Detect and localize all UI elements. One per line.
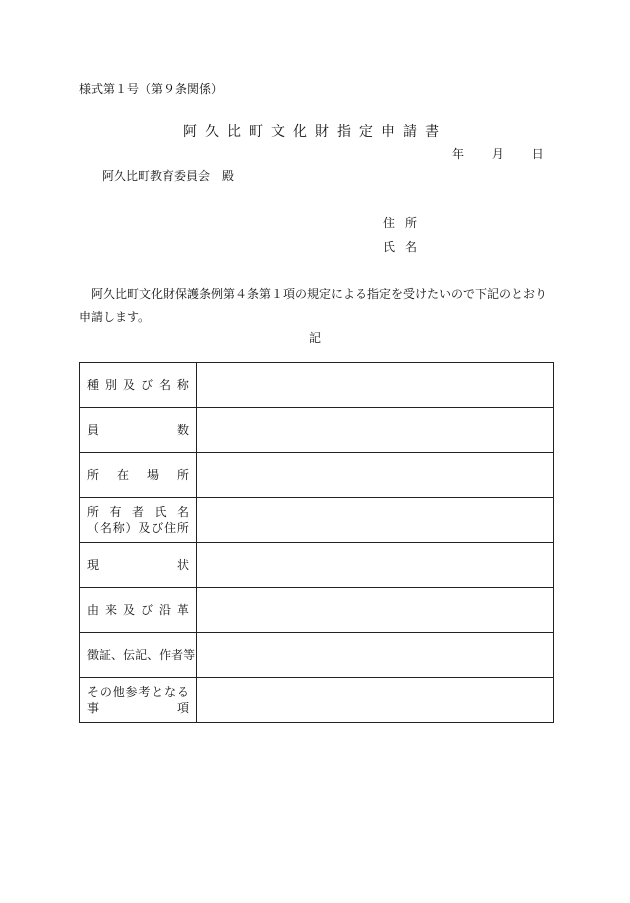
- row-label-cell: [80, 453, 197, 498]
- row-label-cell: [80, 363, 197, 408]
- table-row: [80, 363, 554, 408]
- record-label: 記: [308, 331, 321, 345]
- row-label-line: 事 項: [87, 701, 189, 715]
- date-line: [452, 145, 544, 162]
- row-label-line: 由 来 及 び 沿 革: [87, 603, 189, 617]
- row-value-field[interactable]: [197, 633, 554, 678]
- row-label-line: 現 状: [87, 558, 189, 572]
- addressee: 阿久比町教育委員会 殿: [102, 169, 235, 183]
- row-label-line: 種 別 及 び 名 称: [87, 378, 189, 392]
- row-value-field[interactable]: [197, 543, 554, 588]
- date-year-label: 年: [452, 147, 465, 161]
- table-row: [80, 498, 554, 543]
- document-title: 阿久比町文化財指定申請書: [183, 124, 447, 140]
- row-label-cell: [80, 588, 197, 633]
- info-table: [79, 362, 554, 723]
- row-label-line: そ の 他 参 考 と な る: [87, 685, 189, 699]
- table-row: [80, 678, 554, 723]
- row-label-line: 所 有 者 氏 名: [87, 505, 189, 519]
- table-row: [80, 588, 554, 633]
- row-value-field[interactable]: [197, 453, 554, 498]
- table-row: [80, 408, 554, 453]
- row-value-field[interactable]: [197, 678, 554, 723]
- row-label-cell: [80, 498, 197, 543]
- row-value-field[interactable]: [197, 498, 554, 543]
- row-label-cell: [80, 678, 197, 723]
- row-label-line: 徴 証 、 伝 記 、 作 者 等: [87, 648, 196, 662]
- row-value-field[interactable]: [197, 408, 554, 453]
- name-label: 氏名: [383, 240, 428, 254]
- body-text: 阿久比町文化財保護条例第４条第１項の規定による指定を受けたいので下記のとおり申請します。: [79, 287, 548, 324]
- row-label-cell: [80, 543, 197, 588]
- date-day-label: 日: [531, 147, 544, 161]
- row-value-field[interactable]: [197, 588, 554, 633]
- row-value-field[interactable]: [197, 363, 554, 408]
- row-label-line: 員 数: [87, 423, 189, 437]
- form-number: 様式第１号（第９条関係）: [79, 82, 224, 96]
- table-row: [80, 543, 554, 588]
- date-month-label: 月: [491, 147, 504, 161]
- row-label-cell: [80, 633, 197, 678]
- table-row: [80, 453, 554, 498]
- row-label-line: （ 名 称 ） 及 び 住 所: [87, 521, 189, 535]
- row-label-line: 所 在 場 所: [87, 468, 189, 482]
- address-label: 住所: [383, 216, 428, 230]
- table-row: [80, 633, 554, 678]
- row-label-cell: [80, 408, 197, 453]
